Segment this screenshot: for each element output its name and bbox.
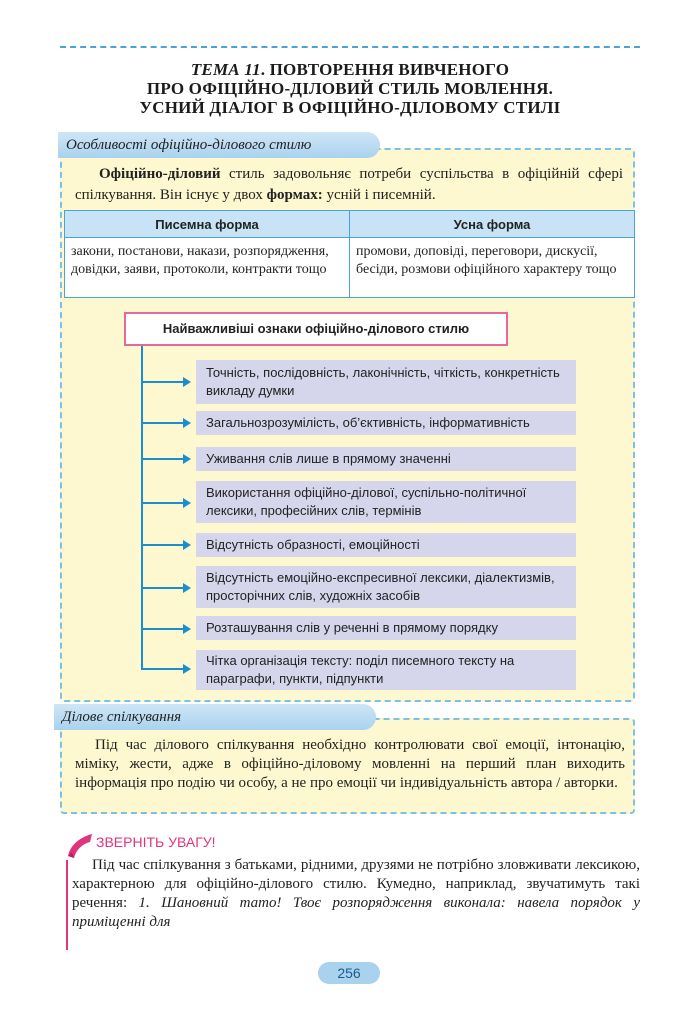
business-paragraph: Під час ділового спілкування необхідно контролювати свої емоції, інтонацію, міміку, жести, адже в офіційно-діловому мовленні на перший план виходить інформація про подію чи особу, а не про емоції чи індивідуальність автора / авторки. (75, 737, 625, 791)
arrow-icon (183, 418, 191, 428)
page-title: ТЕМА 11. ПОВТОРЕННЯ ВИВЧЕНОГО ПРО ОФІЦІЙНО-ДІЛОВИЙ СТИЛЬ МОВЛЕННЯ. УСНИЙ ДІАЛОГ В ОФІЦІЙНО-ДІЛОВОМУ СТИЛІ (139, 60, 561, 117)
arrow-line (141, 668, 187, 670)
attention-icon (64, 832, 94, 858)
arrow-line (141, 628, 187, 630)
arrow-icon (183, 540, 191, 550)
arrow-icon (183, 583, 191, 593)
arrow-line (141, 458, 187, 460)
intro-paragraph: Офіційно-діловий стиль задовольняє потреби суспільства в офіційній сфері спілкування. Він існує у двох формах: усній і писемній. (75, 166, 623, 203)
arrow-icon (183, 664, 191, 674)
arrow-line (141, 381, 187, 383)
attention-bar (66, 860, 68, 950)
page-number: 256 (318, 962, 380, 984)
feature-item: Чітка організація тексту: поділ писемного тексту на параграфи, пункти, підпункти (196, 650, 576, 690)
topic-number: ТЕМА 11 (190, 60, 261, 79)
arrow-line (141, 422, 187, 424)
feature-item: Використання офіційно-ділової, суспільно-політичної лексики, професійних слів, термінів (196, 481, 576, 523)
arrow-icon (183, 498, 191, 508)
arrow-line (141, 502, 187, 504)
attention-paragraph: Під час спілкування з батьками, рідними, друзями не потрібно зловживати лексикою, характерною для офіційно-ділового стилю. Кумедно, наприклад, звучатимуть такі речення: 1. Шановний тато! Твоє розпорядження виконала: навела порядок у приміщенні для (72, 857, 641, 930)
arrow-icon (183, 454, 191, 464)
arrow-icon (183, 624, 191, 634)
feature-item: Відсутність образності, емоційності (196, 533, 576, 557)
feature-item: Відсутність емоційно-експресивної лексики, діалектизмів, просторічних слів, художніх засобів (196, 566, 576, 608)
written-form-cell: закони, постанови, накази, розпорядження, довідки, заяви, протоколи, контракти тощо (65, 238, 350, 298)
feature-item: Точність, послідовність, лаконічність, чіткість, конкретність викладу думки (196, 360, 576, 404)
arrow-line (141, 587, 187, 589)
feature-item: Розташування слів у реченні в прямому порядку (196, 616, 576, 640)
oral-form-header: Усна форма (350, 211, 635, 238)
diagram-title: Найважливіші ознаки офіційно-ділового стилю (124, 312, 508, 346)
arrow-line (141, 544, 187, 546)
arrow-icon (183, 377, 191, 387)
oral-form-cell: промови, доповіді, переговори, дискусії, бесіди, розмови офіційного характеру тощо (350, 238, 635, 298)
feature-item: Загальнозрозумілість, об’єктивність, інформативність (196, 411, 576, 435)
written-form-header: Писемна форма (65, 211, 350, 238)
top-divider (60, 46, 640, 48)
attention-example: 1. Шановний тато! Твоє розпорядження виконала: навела порядок у приміщенні для (72, 895, 641, 930)
diagram-connector (141, 346, 143, 670)
section-heading-style: Особливості офіційно-ділового стилю (58, 132, 380, 158)
attention-label: ЗВЕРНІТЬ УВАГУ! (96, 834, 216, 850)
feature-item: Уживання слів лише в прямому значенні (196, 447, 576, 471)
forms-table (64, 210, 635, 298)
section-heading-business: Ділове спілкування (54, 704, 376, 730)
